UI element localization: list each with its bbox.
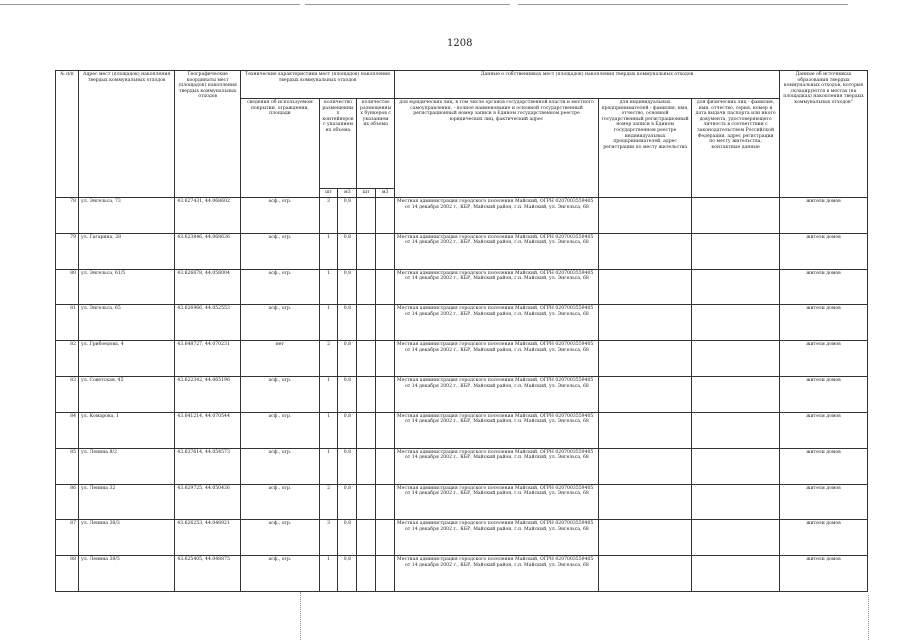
row-number: 80 [56,269,79,305]
row-owner-legal [395,377,599,413]
row-number: 85 [56,448,79,484]
waste-sites-table [55,70,868,592]
owner-name: Местная администрация городского поселения Майский, ОГРН 0207003559405 [397,270,594,276]
row-cover: асф., огр. [241,448,319,484]
table-row [56,341,868,377]
row-address: ул. Ленина 38/5 [79,556,175,592]
row-container-volume: 0,8 [338,448,357,484]
row-owner-legal [395,556,599,592]
row-source: жители домов [780,520,868,556]
row-address: ул. Гагарина, 28 [79,233,175,269]
row-container-volume: 0,8 [338,233,357,269]
row-owner-entrepreneur [599,448,692,484]
table-row [56,520,868,556]
row-owner-legal [395,412,599,448]
row-bunker-count [357,269,376,305]
row-coordinates: 43.623846, 44.068636 [175,233,241,269]
unit-m3: м3 [376,189,395,198]
row-container-volume: 0,8 [338,269,357,305]
row-owner-entrepreneur [599,233,692,269]
scan-line [518,4,848,5]
row-address: ул. Энгельса, 61/5 [79,269,175,305]
row-owner-individual [692,341,780,377]
row-container-volume: 0,8 [338,377,357,413]
row-source: жители домов [780,448,868,484]
row-coordinates: 43.637614, 44.054573 [175,448,241,484]
row-owner-entrepreneur [599,341,692,377]
row-address: ул. Грибоедова, 4 [79,341,175,377]
owner-address: от 14 декабря 2002 г., КБР, Майский район, г.п. Майский, ул. Энгельса, 68 [405,276,589,282]
scan-line [0,4,300,5]
row-cover: асф., огр. [241,377,319,413]
row-number: 81 [56,305,79,341]
row-cover: асф., огр. [241,556,319,592]
row-address: ул. Ленина 38/3 [79,520,175,556]
row-owner-legal [395,198,599,234]
row-bunker-count [357,233,376,269]
row-bunker-volume [376,198,395,234]
row-owner-entrepreneur [599,556,692,592]
owner-address: от 14 декабря 2002 г., КБР, Майский район, г.п. Майский, ул. Энгельса, 68 [405,562,589,568]
row-owner-entrepreneur [599,484,692,520]
row-number: 82 [56,341,79,377]
row-address: ул. Ленина 8/2 [79,448,175,484]
row-container-count: 3 [319,198,338,234]
row-cover: асф., огр. [241,305,319,341]
row-bunker-volume [376,233,395,269]
row-container-volume: 0,8 [338,556,357,592]
table-row [56,198,868,234]
owner-name: Местная администрация городского поселения Майский, ОГРН 0207003559405 [397,199,594,204]
row-container-count: 3 [319,520,338,556]
row-number: 78 [56,198,79,234]
row-owner-legal [395,341,599,377]
row-container-count: 2 [319,341,338,377]
owner-name: Местная администрация городского поселения Майский, ОГРН 0207003559405 [397,449,594,455]
owner-name: Местная администрация городского поселения Майский, ОГРН 0207003559405 [397,557,594,563]
table-row [56,412,868,448]
owner-address: от 14 декабря 2002 г., КБР, Майский район, г.п. Майский, ул. Энгельса, 68 [405,455,589,461]
table-row [56,556,868,592]
row-bunker-volume [376,305,395,341]
row-address: ул. Комарова, 1 [79,412,175,448]
row-coordinates: 43.626678, 44.058004 [175,269,241,305]
row-owner-individual [692,198,780,234]
unit-pcs: шт [319,189,338,198]
owner-address: от 14 декабря 2002 г., КБР, Майский район, г.п. Майский, ул. Энгельса, 68 [405,383,589,389]
row-container-count: 1 [319,233,338,269]
row-cover: нет [241,341,319,377]
header-sources: Данные об источниках образования твердых коммунальных отходов, которые складируются в местах (на площадках) накопления твердых коммунальных отходов" [780,71,868,198]
row-owner-individual [692,520,780,556]
owner-name: Местная администрация городского поселения Майский, ОГРН 0207003559405 [397,521,594,527]
row-source: жители домов [780,269,868,305]
table-row [56,269,868,305]
row-container-count: 1 [319,377,338,413]
row-bunker-volume [376,269,395,305]
row-owner-individual [692,412,780,448]
row-owner-individual [692,269,780,305]
scan-line [300,592,302,640]
header-cover: сведения об используемом покрытии, ограждении, площади [241,99,319,198]
row-address: ул. Советская, 45 [79,377,175,413]
row-number: 79 [56,233,79,269]
row-owner-individual [692,448,780,484]
row-container-count: 1 [319,448,338,484]
header-address: Адрес мест (площадок) накопления твердых коммунальных отходов [79,71,175,198]
row-bunker-count [357,341,376,377]
table-row [56,305,868,341]
row-container-volume: 0,8 [338,198,357,234]
owner-address: от 14 декабря 2002 г., КБР, Майский район, г.п. Майский, ул. Энгельса, 68 [405,347,589,353]
row-source: жители домов [780,305,868,341]
row-owner-individual [692,305,780,341]
header-containers: количество размещенных контейнеров с указанием их объема [319,99,357,189]
header-legal: для юридических лиц, в том числе органов государственной власти и местного самоуправления, - полное наименование и основной государственный регистрационный номер записи в Едином государственном реестре юридических лиц, фактический адрес [395,99,599,198]
owner-address: от 14 декабря 2002 г., КБР, Майский район, г.п. Майский, ул. Энгельса, 68 [405,240,589,246]
row-bunker-count [357,198,376,234]
row-owner-legal [395,269,599,305]
row-cover: асф., огр. [241,269,319,305]
row-owner-legal [395,520,599,556]
row-address: ул. Энгельса, 65 [79,305,175,341]
row-bunker-volume [376,377,395,413]
row-cover: асф., огр. [241,233,319,269]
owner-name: Местная администрация городского поселения Майский, ОГРН 0207003559405 [397,306,594,312]
row-owner-individual [692,556,780,592]
row-owner-entrepreneur [599,269,692,305]
unit-pcs: шт [357,189,376,198]
row-source: жители домов [780,341,868,377]
scan-line [868,595,870,640]
row-owner-individual [692,377,780,413]
row-bunker-volume [376,484,395,520]
row-container-count: 1 [319,412,338,448]
header-entrepreneur: для индивидуальных предпринимателей - фамилия, имя, отчество, основной государственный регистрационный номер записи в Едином государственном реестре индивидуальных предпринимателей, адрес регистрации по месту жительства [599,99,692,198]
owner-name: Местная администрация городского поселения Майский, ОГРН 0207003559405 [397,485,594,491]
row-container-volume: 0,8 [338,520,357,556]
row-container-volume: 0,8 [338,341,357,377]
row-cover: асф., огр. [241,412,319,448]
table-row [56,448,868,484]
page-number: 1208 [447,38,473,49]
row-coordinates: 43.627431, 44.068602 [175,198,241,234]
row-number: 83 [56,377,79,413]
row-container-count: 1 [319,305,338,341]
owner-name: Местная администрация городского поселения Майский, ОГРН 0207003559405 [397,234,594,240]
row-owner-legal [395,448,599,484]
row-coordinates: 43.626253, 44.048921 [175,520,241,556]
row-owner-legal [395,305,599,341]
row-bunker-count [357,520,376,556]
row-bunker-volume [376,341,395,377]
row-number: 87 [56,520,79,556]
header-tech: Технические характеристики мест (площадок) накопления твердых коммунальных отходов [241,71,395,99]
row-coordinates: 43.641214, 44.070544 [175,412,241,448]
row-source: жители домов [780,377,868,413]
row-cover: асф., огр. [241,484,319,520]
row-container-count: 2 [319,484,338,520]
row-container-volume: 0,8 [338,305,357,341]
row-owner-legal [395,233,599,269]
row-number: 88 [56,556,79,592]
row-container-count: 1 [319,269,338,305]
header-bunkers: количество размещенных бункеров с указанием их объема [357,99,395,189]
row-bunker-count [357,448,376,484]
row-coordinates: 43.629725, 44.050436 [175,484,241,520]
owner-address: от 14 декабря 2002 г., КБР, Майский район, г.п. Майский, ул. Энгельса, 68 [405,419,589,425]
owner-address: от 14 декабря 2002 г., КБР, Майский район, г.п. Майский, ул. Энгельса, 68 [405,312,589,318]
row-bunker-count [357,305,376,341]
row-bunker-count [357,556,376,592]
row-source: жители домов [780,198,868,234]
table-row [56,484,868,520]
row-bunker-count [357,412,376,448]
row-source: жители домов [780,484,868,520]
row-coordinates: 43.648727, 44.070231 [175,341,241,377]
row-owner-individual [692,233,780,269]
header-coordinates: Географические координаты мест (площадок) накопления твердых коммунальных отходов [175,71,241,198]
row-owner-entrepreneur [599,198,692,234]
row-coordinates: 43.626966, 44.052553 [175,305,241,341]
row-container-count: 1 [319,556,338,592]
row-bunker-volume [376,520,395,556]
row-address: ул. Ленина 32 [79,484,175,520]
row-source: жители домов [780,412,868,448]
owner-address: от 14 декабря 2002 г., КБР, Майский район, г.п. Майский, ул. Энгельса, 68 [405,491,589,497]
row-source: жители домов [780,556,868,592]
row-bunker-volume [376,412,395,448]
row-container-volume: 0,8 [338,412,357,448]
owner-address: от 14 декабря 2002 г., КБР, Майский район, г.п. Майский, ул. Энгельса, 68 [405,204,589,210]
row-cover: асф., огр. [241,198,319,234]
owner-name: Местная администрация городского поселения Майский, ОГРН 0207003559405 [397,413,594,419]
scan-line [305,4,510,5]
row-bunker-volume [376,448,395,484]
row-bunker-count [357,377,376,413]
row-coordinates: 43.625405, 44.048875 [175,556,241,592]
row-address: ул. Энгельса, 73 [79,198,175,234]
row-owner-legal [395,484,599,520]
header-individual: для физических лиц - фамилия, имя, отчество, серия, номер и дата выдачи паспорта или иного документа, удостоверяющего личность в соответствии с законодательством Российской Федерации, адрес регистрации по месту жительства, контактные данные [692,99,780,198]
header-number: № п/п [56,71,79,198]
row-owner-entrepreneur [599,305,692,341]
row-coordinates: 43.622342, 44.065196 [175,377,241,413]
row-owner-entrepreneur [599,412,692,448]
row-owner-entrepreneur [599,520,692,556]
row-source: жители домов [780,233,868,269]
row-owner-entrepreneur [599,377,692,413]
row-bunker-volume [376,556,395,592]
owner-name: Местная администрация городского поселения Майский, ОГРН 0207003559405 [397,378,594,384]
row-container-volume: 0,8 [338,484,357,520]
row-cover: асф., огр. [241,520,319,556]
row-bunker-count [357,484,376,520]
unit-m3: м3 [338,189,357,198]
row-number: 84 [56,412,79,448]
row-owner-individual [692,484,780,520]
row-number: 86 [56,484,79,520]
table-row [56,377,868,413]
header-owners: Данные о собственниках мест (площадок) накопления твердых коммунальных отходов [395,71,780,99]
owner-address: от 14 декабря 2002 г., КБР, Майский район, г.п. Майский, ул. Энгельса, 68 [405,526,589,532]
owner-name: Местная администрация городского поселения Майский, ОГРН 0207003559405 [397,342,594,348]
table-row [56,233,868,269]
